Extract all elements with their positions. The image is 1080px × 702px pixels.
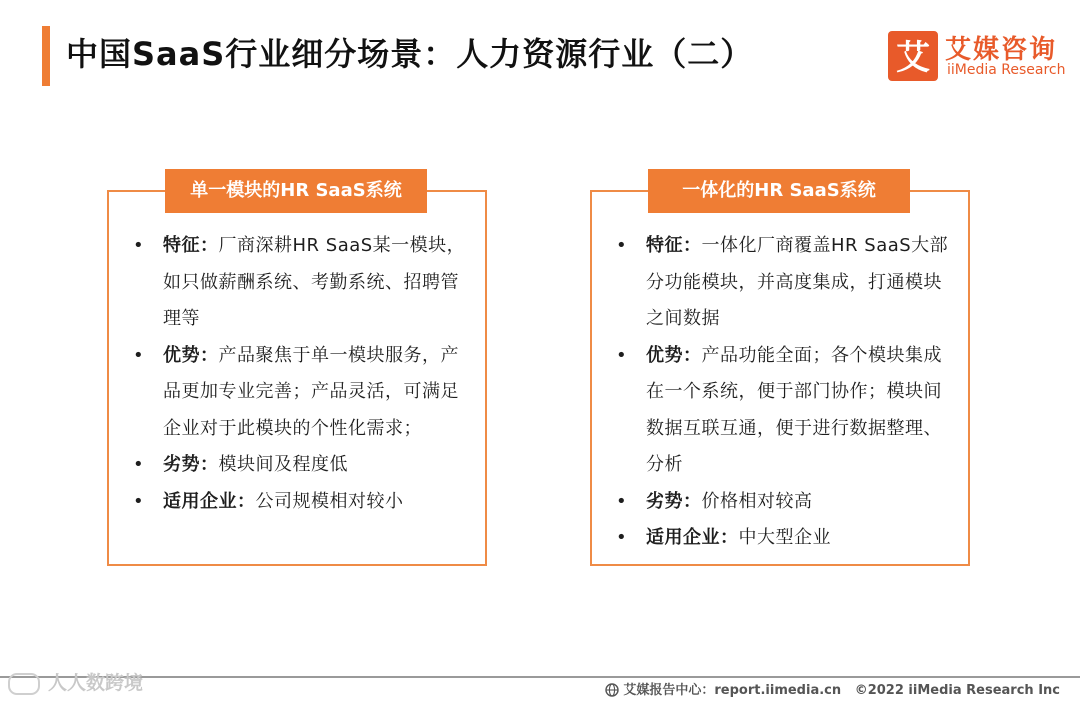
watermark — [8, 668, 143, 695]
page-title: 中国SaaS行业细分场景：人力资源行业（二） — [66, 35, 754, 73]
integrated-list — [614, 228, 954, 557]
list-item — [131, 484, 471, 521]
list-item — [131, 447, 471, 484]
globe-icon — [605, 683, 619, 701]
footer-divider — [0, 676, 1080, 678]
single-module-heading: 单一模块的HR SaaS系统 — [165, 169, 427, 213]
bullet-icon: • — [133, 344, 145, 366]
logo-mark-glyph — [888, 31, 938, 81]
item-text: 中大型企业 — [738, 527, 831, 548]
footer-source — [605, 679, 1060, 701]
single-module-list — [131, 228, 471, 520]
list-item — [131, 338, 471, 448]
item-label: 特征： — [163, 235, 219, 256]
item-text: 公司规模相对较小 — [255, 490, 404, 512]
item-text: 产品功能全面；各个模块集成在一个系统，便于部门协作；模块间数据互联互通，便于进行数据整理、分析 — [646, 344, 942, 475]
logo-chinese-name: 艾媒咨询 — [945, 35, 1058, 65]
item-text: 价格相对较高 — [701, 490, 813, 512]
item-text: 一体化厂商覆盖HR SaaS大部分功能模块，并高度集成，打通模块之间数据 — [646, 235, 949, 329]
svg-text:艾: 艾 — [896, 38, 930, 78]
item-label: 适用企业： — [163, 490, 256, 512]
integrated-heading: 一体化的HR SaaS系统 — [648, 169, 910, 213]
list-item — [131, 228, 471, 338]
list-item — [614, 338, 954, 484]
item-label: 优势： — [163, 344, 219, 366]
bullet-icon: • — [616, 490, 628, 512]
item-text: 厂商深耕HR SaaS某一模块，如只做薪酬系统、考勤系统、招聘管理等 — [163, 235, 466, 329]
item-text: 产品聚焦于单一模块服务，产品更加专业完善；产品灵活，可满足企业对于此模块的个性化需求； — [163, 344, 459, 439]
bullet-icon: • — [133, 235, 145, 256]
item-label: 特征： — [646, 235, 702, 256]
list-item — [614, 484, 954, 521]
item-label: 劣势： — [646, 490, 702, 512]
logo-mark — [888, 31, 938, 81]
copyright-text: ©2022 iiMedia Research Inc — [854, 683, 1060, 698]
logo-english-name: iiMedia Research — [947, 62, 1066, 78]
list-item — [614, 228, 954, 338]
bullet-icon: • — [616, 344, 628, 366]
title-accent-bar — [42, 26, 50, 86]
iimedia-logo — [888, 31, 1066, 83]
watermark-text: 人人数跨境 — [48, 672, 144, 694]
bullet-icon: • — [616, 235, 628, 256]
bullet-icon: • — [133, 490, 145, 512]
integrated-hr-saas-box — [590, 180, 970, 566]
bullet-icon: • — [616, 527, 628, 548]
item-label: 适用企业： — [646, 527, 739, 548]
watermark-icon — [8, 673, 40, 695]
item-label: 优势： — [646, 344, 702, 366]
item-label: 劣势： — [163, 454, 219, 475]
item-text: 模块间及程度低 — [218, 454, 348, 475]
bullet-icon: • — [133, 454, 145, 475]
list-item — [614, 520, 954, 557]
single-module-hr-saas-box — [107, 180, 487, 566]
source-text[interactable]: 艾媒报告中心：report.iimedia.cn — [623, 683, 842, 698]
